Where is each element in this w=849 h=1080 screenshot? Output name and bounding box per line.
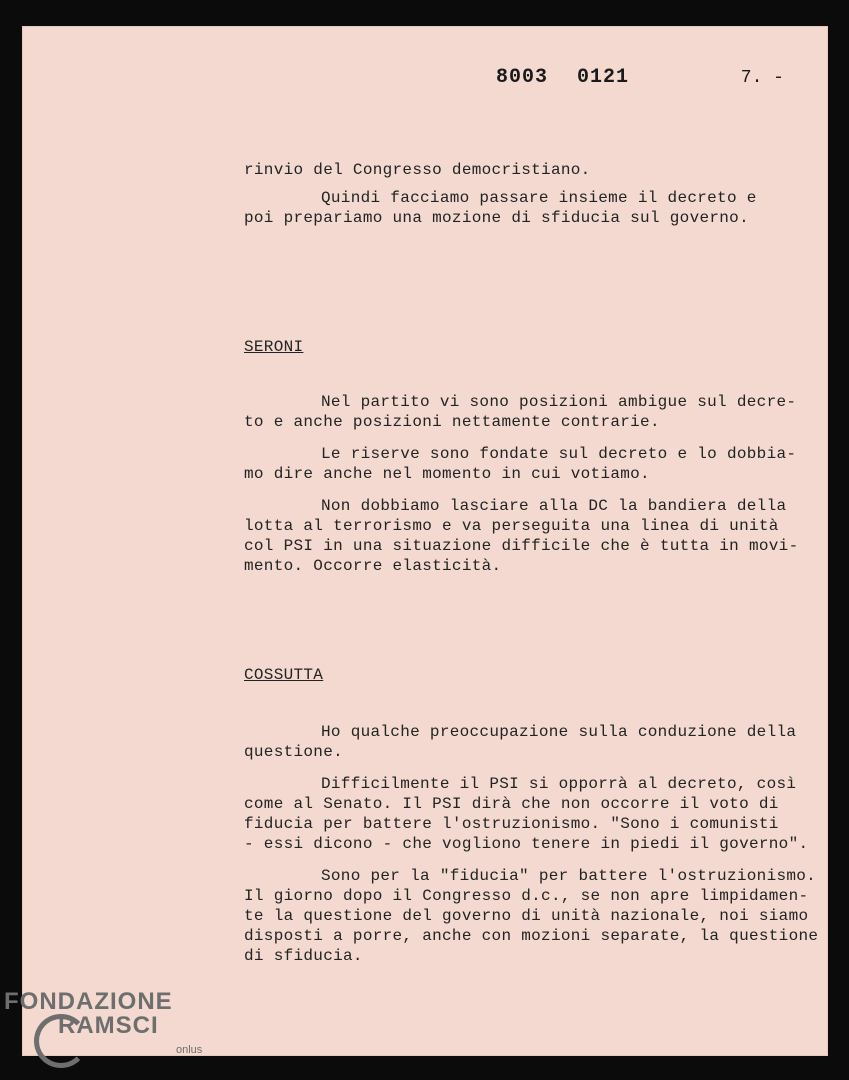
page-number: 7. - — [740, 68, 784, 88]
fondazione-gramsci-logo — [4, 988, 203, 1056]
text-line: questione. — [244, 743, 344, 761]
doc-number-a: 8003 — [496, 66, 549, 89]
text-line: Le riserve sono fondate sul decreto e lo dobbia- — [321, 445, 797, 463]
text-line: Difficilmente il PSI si opporrà al decreto, così — [321, 775, 797, 793]
text-line: mo dire anche nel momento in cui votiamo. — [244, 465, 650, 483]
text-line: Quindi facciamo passare insieme il decreto e — [321, 189, 757, 207]
document-page — [22, 26, 828, 1056]
text-line: poi prepariamo una mozione di sfiducia sul governo. — [244, 209, 749, 227]
speaker-heading-seroni: SERONI — [244, 338, 304, 356]
text-line: come al Senato. Il PSI dirà che non occorre il voto di — [244, 795, 779, 813]
logo-sub: onlus — [176, 1044, 203, 1056]
text-line: Il giorno dopo il Congresso d.c., se non apre limpidamen- — [244, 887, 809, 905]
text-line: to e anche posizioni nettamente contrarie. — [244, 413, 660, 431]
logo-line1: FONDAZIONE — [4, 988, 173, 1015]
text-line: Ho qualche preoccupazione sulla conduzione della — [321, 723, 797, 741]
seroni-text — [244, 392, 814, 588]
text-line: - essi dicono - che vogliono tenere in piedi il governo". — [244, 835, 809, 853]
text-line: Non dobbiamo lasciare alla DC la bandiera della — [321, 497, 787, 515]
doc-number-b: 0121 — [577, 66, 630, 89]
text-line: disposti a porre, anche con mozioni separate, la questione — [244, 927, 819, 945]
speaker-heading-cossutta: COSSUTTA — [244, 666, 324, 684]
text-line: Sono per la "fiducia" per battere l'ostruzionismo. — [321, 867, 817, 885]
logo-line2: RAMSCI — [58, 1012, 159, 1039]
text-line: di sfiducia. — [244, 947, 363, 965]
intro-text — [244, 160, 814, 240]
logo-g-icon — [34, 1014, 88, 1068]
cossutta-text — [244, 722, 819, 978]
text-line: fiducia per battere l'ostruzionismo. "Sono i comunisti — [244, 815, 779, 833]
text-line: mento. Occorre elasticità. — [244, 557, 502, 575]
text-line: rinvio del Congresso democristiano. — [244, 161, 591, 179]
bleed-through-text — [322, 236, 342, 280]
text-line: Nel partito vi sono posizioni ambigue sul decre- — [321, 393, 797, 411]
text-line: lotta al terrorismo e va perseguita una linea di unità — [244, 517, 779, 535]
text-line: col PSI in una situazione difficile che è tutta in movi- — [244, 537, 799, 555]
text-line: te la questione del governo di unità nazionale, noi siamo — [244, 907, 809, 925]
